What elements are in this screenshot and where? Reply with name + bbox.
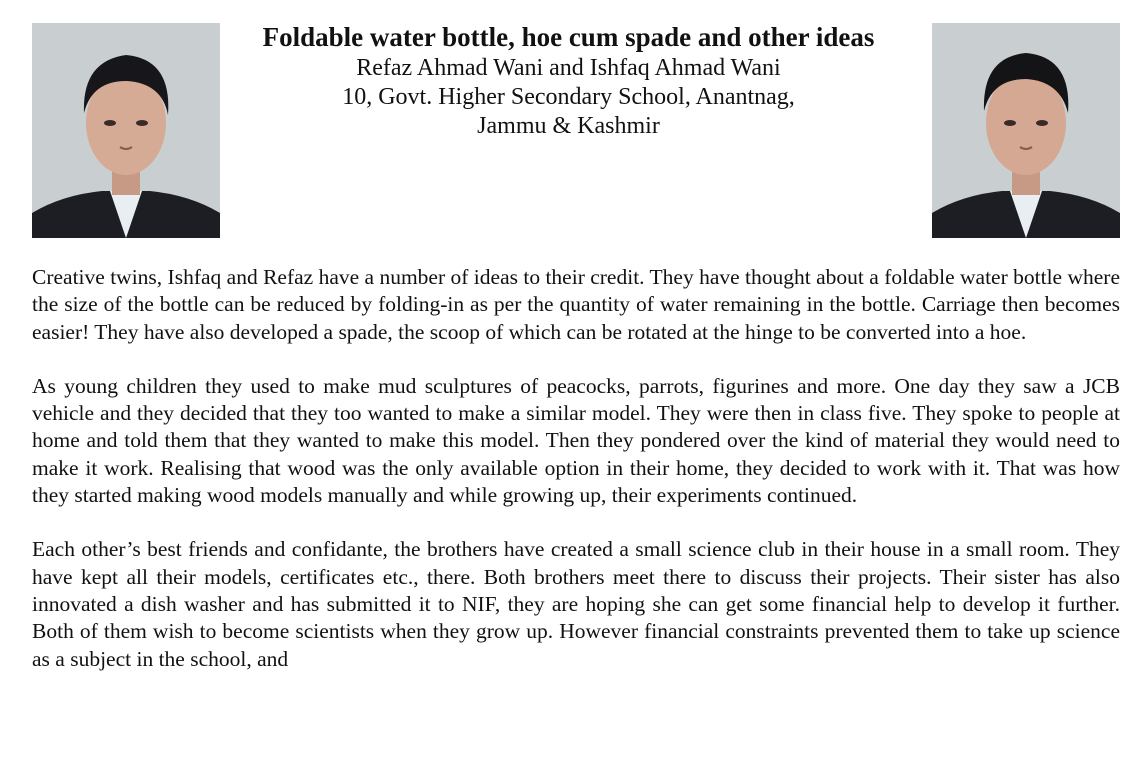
portrait-photo-right xyxy=(932,23,1120,238)
article-header xyxy=(255,20,882,141)
article-school: 10, Govt. Higher Secondary School, Anantnag, xyxy=(342,84,795,110)
paragraph-3: Each other’s best friends and confidante, the brothers have created a small science club in their house in a small room. They have kept all their models, certificates etc., there. Both brothers meet there to discuss their projects. Their sister has also innovated a dish washer and has submitted it to NIF, they are hoping she can get some financial help to develop it further. Both of them wish to become scientists when they grow up. However financial constraints prevented them to take up science as a subject in the school, and xyxy=(32,537,1120,671)
article-body xyxy=(32,264,1120,700)
paragraph-1: Creative twins, Ishfaq and Refaz have a number of ideas to their credit. They have thought about a foldable water bottle where the size of the bottle can be reduced by folding-in as per the quantity of water remaining in the bottle. Carriage then becomes easier! They have also developed a spade, the scoop of which can be rotated at the hinge to be converted into a hoe. xyxy=(32,265,1120,344)
portrait-photo-right-image xyxy=(932,23,1120,238)
article-authors: Refaz Ahmad Wani and Ishfaq Ahmad Wani xyxy=(356,55,781,81)
article-place: Jammu & Kashmir xyxy=(477,113,660,139)
article-title: Foldable water bottle, hoe cum spade and other ideas xyxy=(262,22,875,52)
paragraph-2: As young children they used to make mud sculptures of peacocks, parrots, figurines and more. One day they saw a JCB vehicle and they decided that they too wanted to make a similar model. They were then in class five. They spoke to people at home and told them that they wanted to make this model. Then they pondered over the kind of material they would need to make it work. Realising that wood was the only available option in their home, they decided to work with it. That was how they started making wood models manually and while growing up, their experiments continued. xyxy=(32,373,1120,508)
portrait-photo-left xyxy=(32,23,220,238)
portrait-photo-left-image xyxy=(32,23,220,238)
